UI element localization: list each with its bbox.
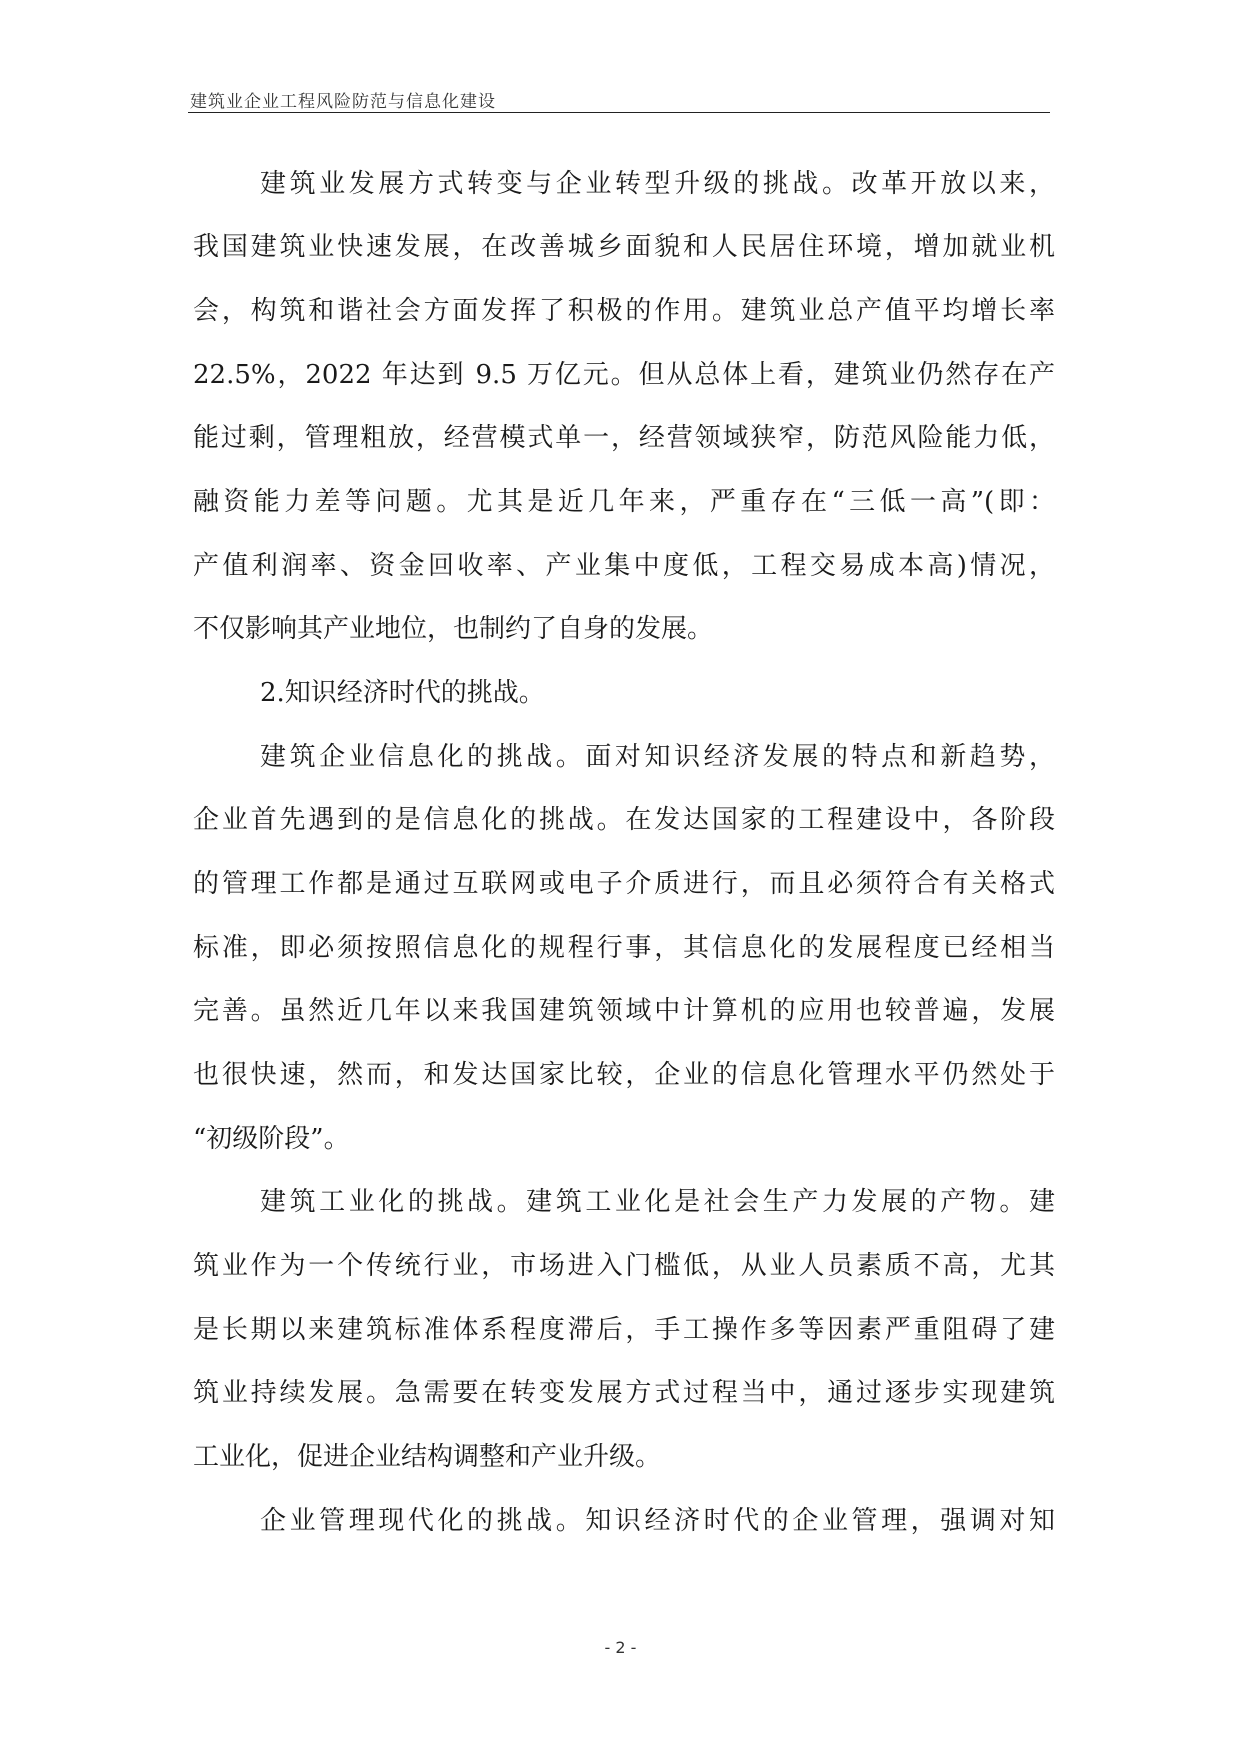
body-line: 会，构筑和谐社会方面发挥了积极的作用。建筑业总产值平均增长率 bbox=[193, 296, 1055, 326]
body-line: 企业首先遇到的是信息化的挑战。在发达国家的工程建设中，各阶段 bbox=[193, 805, 1055, 835]
body-line: “初级阶段”。 bbox=[193, 1124, 350, 1154]
body-line: 筑业作为一个传统行业，市场进入门槛低，从业人员素质不高，尤其 bbox=[193, 1251, 1055, 1281]
body-line: 我国建筑业快速发展，在改善城乡面貌和人民居住环境，增加就业机 bbox=[193, 232, 1055, 262]
body-line: 22.5%，2022 年达到 9.5 万亿元。但从总体上看，建筑业仍然存在产 bbox=[193, 360, 1055, 390]
page-number: - 2 - bbox=[604, 1638, 637, 1657]
body-line: 融资能力差等问题。尤其是近几年来，严重存在“三低一高”(即： bbox=[193, 487, 1055, 517]
body-line: 不仅影响其产业地位，也制约了自身的发展。 bbox=[193, 614, 714, 644]
body-line: 完善。虽然近几年以来我国建筑领域中计算机的应用也较普遍，发展 bbox=[193, 996, 1055, 1026]
body-line: 建筑业发展方式转变与企业转型升级的挑战。改革开放以来， bbox=[260, 169, 1055, 199]
body-line: 企业管理现代化的挑战。知识经济时代的企业管理，强调对知 bbox=[260, 1506, 1055, 1536]
header-title: 建筑业企业工程风险防范与信息化建设 bbox=[190, 92, 496, 112]
body-line: 是长期以来建筑标准体系程度滞后，手工操作多等因素严重阻碍了建 bbox=[193, 1315, 1055, 1345]
body-line: 建筑企业信息化的挑战。面对知识经济发展的特点和新趋势， bbox=[260, 742, 1055, 772]
body-line: 也很快速，然而，和发达国家比较，企业的信息化管理水平仍然处于 bbox=[193, 1060, 1055, 1090]
body-line: 能过剩，管理粗放，经营模式单一，经营领域狭窄，防范风险能力低， bbox=[193, 423, 1055, 453]
body-line: 产值利润率、资金回收率、产业集中度低，工程交易成本高)情况， bbox=[193, 551, 1055, 581]
body-line: 的管理工作都是通过互联网或电子介质进行，而且必须符合有关格式 bbox=[193, 869, 1055, 899]
section-heading: 2.知识经济时代的挑战。 bbox=[260, 678, 545, 708]
body-line: 筑业持续发展。急需要在转变发展方式过程当中，通过逐步实现建筑 bbox=[193, 1378, 1055, 1408]
body-line: 标准，即必须按照信息化的规程行事，其信息化的发展程度已经相当 bbox=[193, 933, 1055, 963]
body-line: 建筑工业化的挑战。建筑工业化是社会生产力发展的产物。建 bbox=[260, 1187, 1055, 1217]
body-line: 工业化，促进企业结构调整和产业升级。 bbox=[193, 1442, 662, 1472]
